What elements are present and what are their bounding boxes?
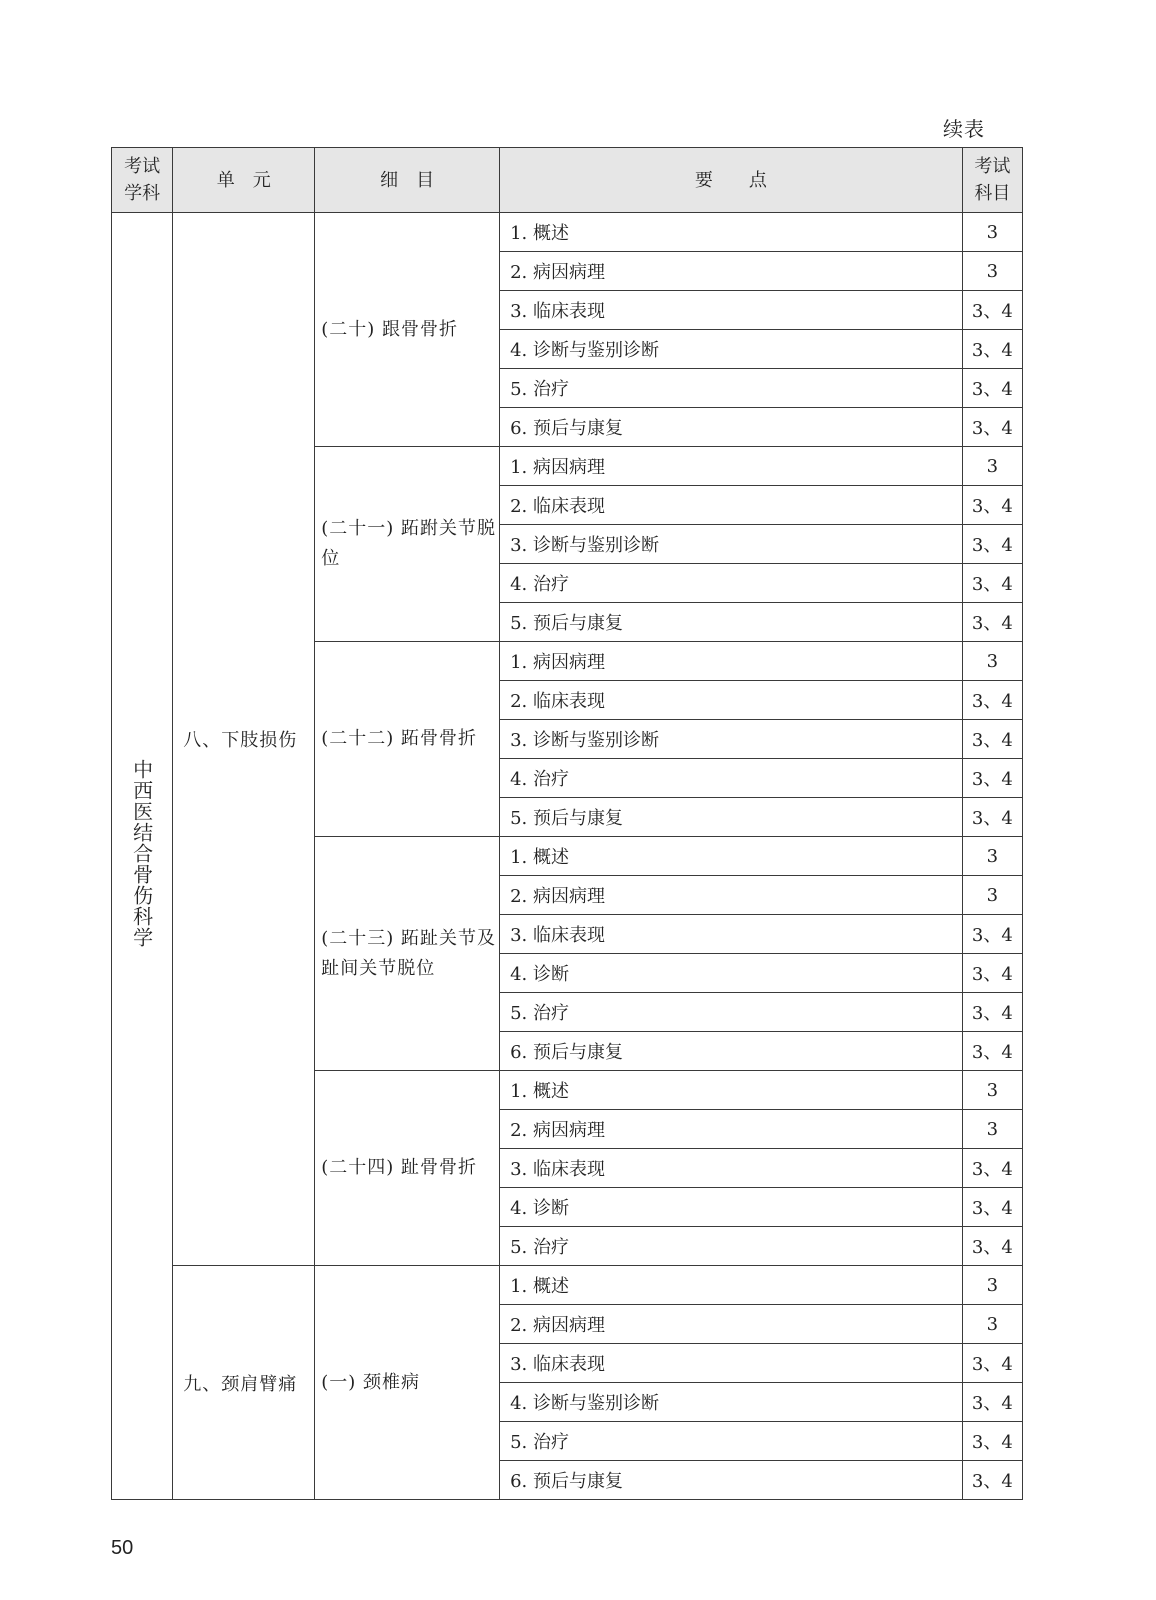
exam-cell: 3、4 [962, 486, 1022, 525]
point-cell: 2. 临床表现 [500, 486, 963, 525]
exam-cell: 3、4 [962, 564, 1022, 603]
exam-cell: 3、4 [962, 291, 1022, 330]
point-cell: 1. 概述 [500, 1266, 963, 1305]
exam-cell: 3 [962, 837, 1022, 876]
item-cell: (二十一) 跖跗关节脱位 [315, 447, 500, 642]
point-cell: 2. 病因病理 [500, 1305, 963, 1344]
point-cell: 3. 临床表现 [500, 1149, 963, 1188]
table-row [112, 213, 1023, 252]
point-cell: 3. 诊断与鉴别诊断 [500, 525, 963, 564]
header-exam: 考试 科目 [962, 148, 1022, 213]
exam-cell: 3、4 [962, 330, 1022, 369]
exam-cell: 3、4 [962, 720, 1022, 759]
exam-cell: 3、4 [962, 1149, 1022, 1188]
point-cell: 5. 治疗 [500, 369, 963, 408]
point-cell: 3. 临床表现 [500, 291, 963, 330]
exam-cell: 3 [962, 1305, 1022, 1344]
subject-cell [112, 213, 173, 1500]
header-row [112, 148, 1023, 213]
point-cell: 4. 诊断 [500, 954, 963, 993]
point-cell: 3. 临床表现 [500, 915, 963, 954]
exam-cell: 3、4 [962, 759, 1022, 798]
exam-cell: 3 [962, 642, 1022, 681]
point-cell: 5. 治疗 [500, 993, 963, 1032]
header-points: 要 点 [500, 148, 963, 213]
point-cell: 4. 诊断与鉴别诊断 [500, 330, 963, 369]
exam-cell: 3、4 [962, 1344, 1022, 1383]
header-item: 细 目 [315, 148, 500, 213]
point-cell: 2. 临床表现 [500, 681, 963, 720]
header-unit: 单 元 [173, 148, 315, 213]
point-cell: 1. 概述 [500, 1071, 963, 1110]
point-cell: 4. 治疗 [500, 564, 963, 603]
point-cell: 1. 病因病理 [500, 642, 963, 681]
point-cell: 4. 诊断 [500, 1188, 963, 1227]
point-cell: 4. 治疗 [500, 759, 963, 798]
point-cell: 2. 病因病理 [500, 252, 963, 291]
exam-cell: 3、4 [962, 1461, 1022, 1500]
exam-cell: 3、4 [962, 993, 1022, 1032]
point-cell: 5. 预后与康复 [500, 798, 963, 837]
exam-cell: 3、4 [962, 408, 1022, 447]
exam-cell: 3、4 [962, 1383, 1022, 1422]
item-cell: (一) 颈椎病 [315, 1266, 500, 1500]
exam-cell: 3 [962, 213, 1022, 252]
point-cell: 1. 概述 [500, 837, 963, 876]
continued-label: 续表 [943, 117, 985, 141]
point-cell: 6. 预后与康复 [500, 1032, 963, 1071]
point-cell: 2. 病因病理 [500, 876, 963, 915]
exam-cell: 3、4 [962, 798, 1022, 837]
exam-cell: 3、4 [962, 603, 1022, 642]
exam-cell: 3 [962, 876, 1022, 915]
exam-cell: 3、4 [962, 1188, 1022, 1227]
unit-cell: 八、下肢损伤 [173, 213, 315, 1266]
exam-cell: 3、4 [962, 1032, 1022, 1071]
syllabus-table [111, 147, 1023, 1500]
exam-cell: 3、4 [962, 954, 1022, 993]
exam-cell: 3 [962, 1110, 1022, 1149]
item-cell: (二十二) 跖骨骨折 [315, 642, 500, 837]
point-cell: 6. 预后与康复 [500, 1461, 963, 1500]
exam-cell: 3、4 [962, 369, 1022, 408]
point-cell: 1. 病因病理 [500, 447, 963, 486]
point-cell: 6. 预后与康复 [500, 408, 963, 447]
exam-cell: 3 [962, 252, 1022, 291]
unit-cell: 九、颈肩臂痛 [173, 1266, 315, 1500]
exam-cell: 3、4 [962, 1227, 1022, 1266]
exam-cell: 3、4 [962, 915, 1022, 954]
exam-cell: 3 [962, 447, 1022, 486]
exam-cell: 3、4 [962, 681, 1022, 720]
point-cell: 5. 治疗 [500, 1227, 963, 1266]
item-cell: (二十三) 跖趾关节及趾间关节脱位 [315, 837, 500, 1071]
point-cell: 3. 临床表现 [500, 1344, 963, 1383]
point-cell: 3. 诊断与鉴别诊断 [500, 720, 963, 759]
point-cell: 5. 预后与康复 [500, 603, 963, 642]
point-cell: 5. 治疗 [500, 1422, 963, 1461]
exam-cell: 3、4 [962, 1422, 1022, 1461]
subject-label: 中西医结合骨伤科学 [129, 759, 154, 948]
item-cell: (二十四) 趾骨骨折 [315, 1071, 500, 1266]
exam-cell: 3 [962, 1071, 1022, 1110]
page-number: 50 [111, 1537, 134, 1559]
point-cell: 1. 概述 [500, 213, 963, 252]
exam-cell: 3 [962, 1266, 1022, 1305]
point-cell: 4. 诊断与鉴别诊断 [500, 1383, 963, 1422]
table-row [112, 1266, 1023, 1305]
header-subject: 考试 学科 [112, 148, 173, 213]
item-cell: (二十) 跟骨骨折 [315, 213, 500, 447]
point-cell: 2. 病因病理 [500, 1110, 963, 1149]
exam-cell: 3、4 [962, 525, 1022, 564]
